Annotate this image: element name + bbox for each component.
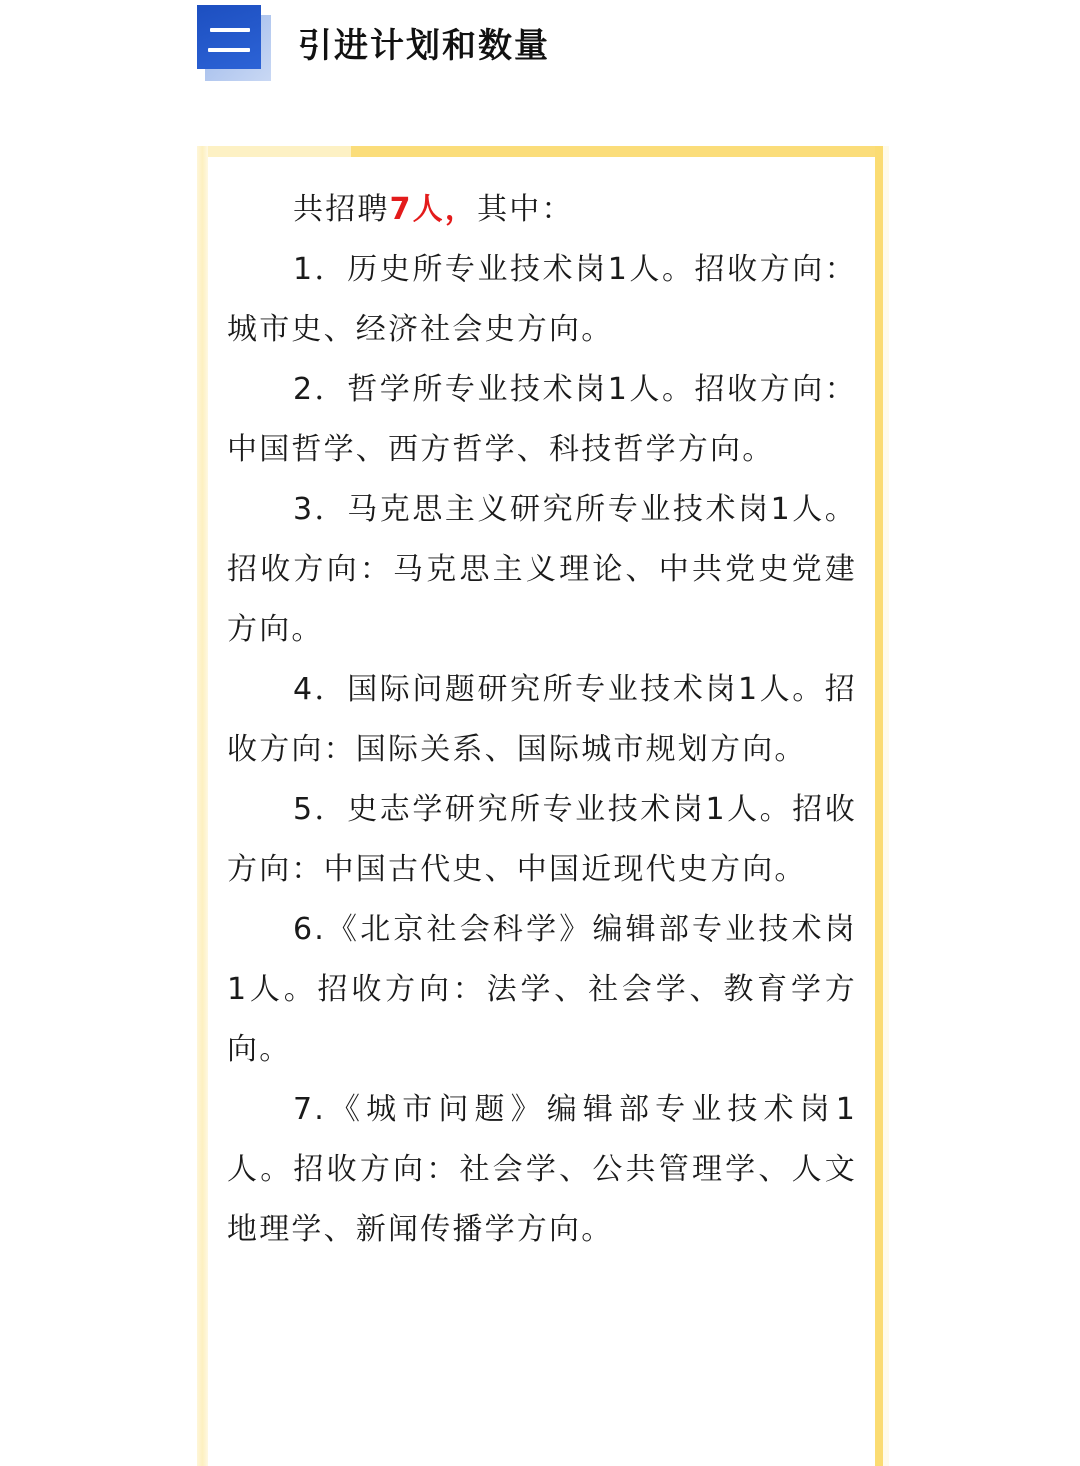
list-item: 4．国际问题研究所专业技术岗1人。招收方向：国际关系、国际城市规划方向。 xyxy=(227,672,857,767)
numeral-two-stroke-bottom xyxy=(208,48,250,52)
numeral-two-stroke-top xyxy=(210,28,250,32)
badge-front xyxy=(197,5,261,69)
list-item: 6.《北京社会科学》编辑部专业技术岗1人。招收方向：法学、社会学、教育学方向。 xyxy=(227,912,857,1067)
list-item: 5．史志学研究所专业技术岗1人。招收方向：中国古代史、中国近现代史方向。 xyxy=(227,792,857,887)
headcount-highlight: 7人， xyxy=(389,192,478,227)
recruitment-list xyxy=(227,180,857,1260)
card-border-top-pale xyxy=(197,146,351,157)
section-title: 引进计划和数量 xyxy=(298,26,550,66)
intro-line xyxy=(227,180,857,240)
section-number-badge xyxy=(197,5,273,81)
card-border-right xyxy=(875,146,883,1466)
card-border-left xyxy=(197,146,208,1466)
list-item: 1．历史所专业技术岗1人。招收方向：城市史、经济社会史方向。 xyxy=(227,252,857,347)
list-item: 7.《城市问题》编辑部专业技术岗1人。招收方向：社会学、公共管理学、人文地理学、新闻传播学方向。 xyxy=(227,1092,857,1247)
intro-prefix: 共招聘 xyxy=(293,192,390,227)
card-border-top-gold xyxy=(351,146,883,157)
card-border-right-glow xyxy=(883,146,889,1466)
list-item: 2．哲学所专业技术岗1人。招收方向：中国哲学、西方哲学、科技哲学方向。 xyxy=(227,372,857,467)
list-item: 3．马克思主义研究所专业技术岗1人。招收方向：马克思主义理论、中共党史党建方向。 xyxy=(227,492,857,647)
intro-suffix: 其中： xyxy=(477,192,574,227)
